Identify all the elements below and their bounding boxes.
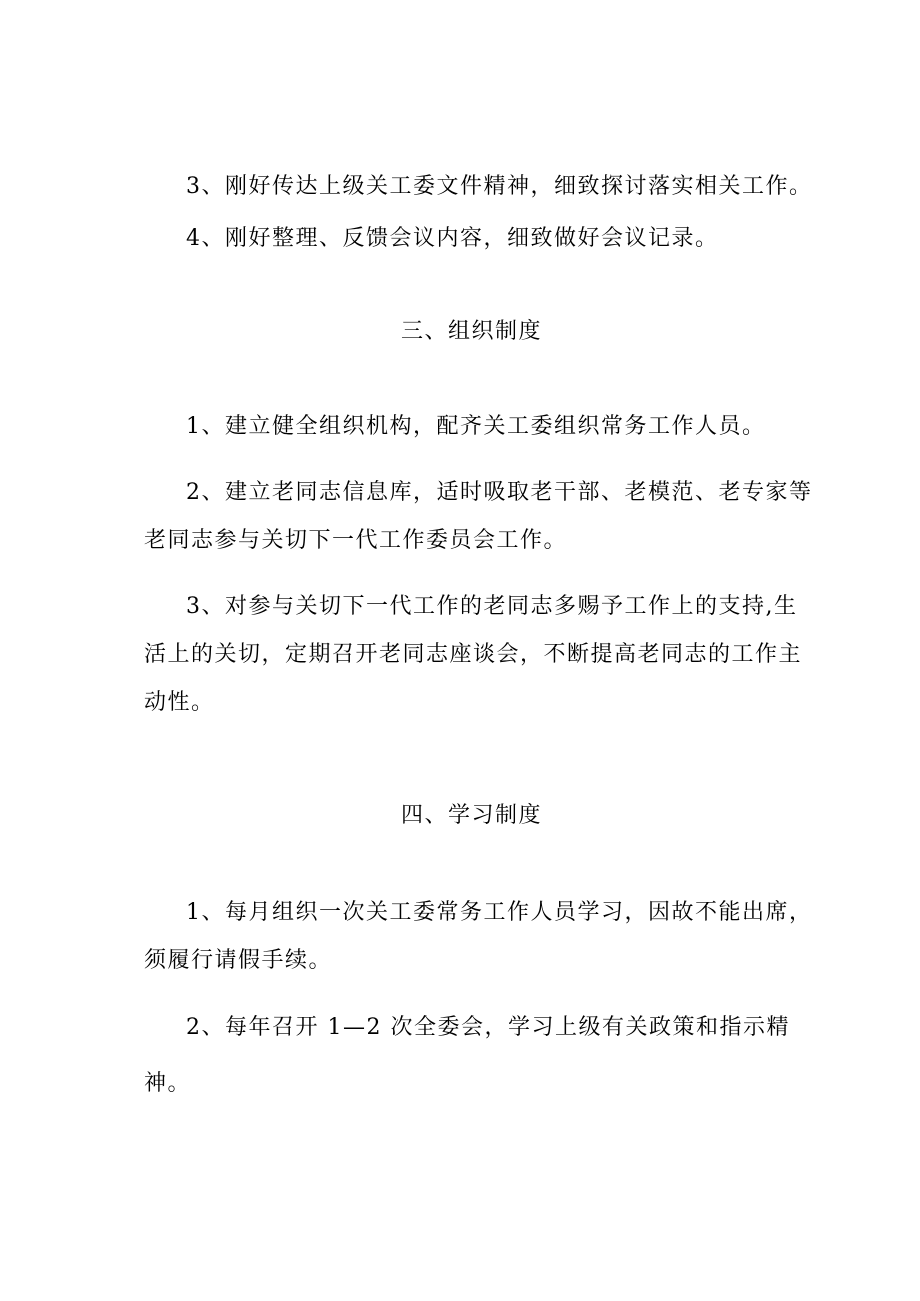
section-three-heading: 三、组织制度 <box>401 319 543 344</box>
section-four-item-2-line-2: 神。 <box>144 1071 192 1096</box>
section-four-item-1-line-2: 须履行请假手续。 <box>144 948 333 973</box>
section-four-heading: 四、学习制度 <box>401 803 543 828</box>
section-three-item-3-line-3: 动性。 <box>144 690 215 715</box>
section-three-item-3-line-1: 3、对参与关切下一代工作的老同志多赐予工作上的支持,生 <box>186 594 798 619</box>
section-four-item-1-line-1: 1、每月组织一次关工委常务工作人员学习，因故不能出席， <box>186 900 813 925</box>
section-three-item-1: 1、建立健全组织机构，配齐关工委组织常务工作人员。 <box>186 414 766 439</box>
section-three-item-3-line-2: 活上的关切，定期召开老同志座谈会，不断提高老同志的工作主 <box>144 642 803 667</box>
section-three-item-2-line-1: 2、建立老同志信息库，适时吸取老干部、老模范、老专家等 <box>186 480 813 505</box>
section-two-item-3: 3、刚好传达上级关工委文件精神，细致探讨落实相关工作。 <box>186 174 813 199</box>
section-four-item-2-line-1: 2、每年召开 1—2 次全委会，学习上级有关政策和指示精 <box>186 1015 790 1040</box>
section-two-item-4: 4、刚好整理、反馈会议内容，细致做好会议记录。 <box>186 226 719 251</box>
section-three-item-2-line-2: 老同志参与关切下一代工作委员会工作。 <box>144 528 568 553</box>
